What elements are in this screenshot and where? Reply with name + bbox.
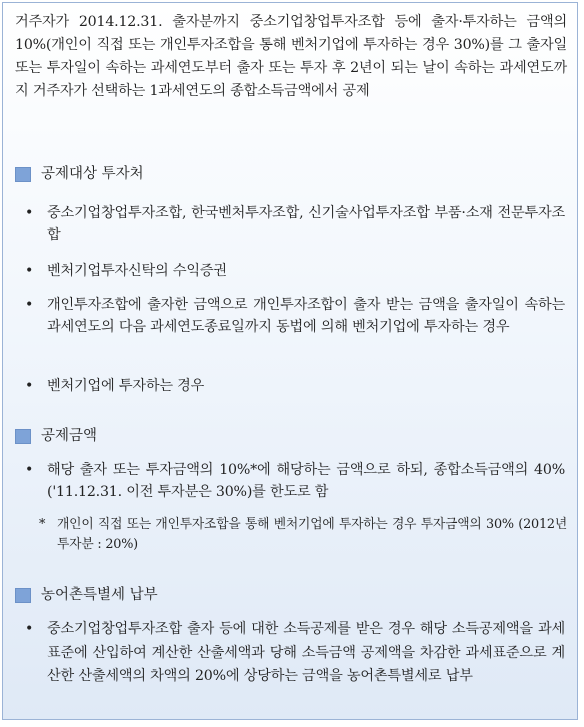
bullet-icon: • [25, 462, 34, 478]
list-item: • 벤처기업에 투자하는 경우 [25, 375, 565, 397]
bullet-icon: • [25, 297, 34, 313]
section-title: 농어촌특별세 납부 [41, 587, 158, 603]
content-panel [2, 2, 578, 720]
list-item: • 벤처기업투자신탁의 수익증권 [25, 260, 565, 282]
square-bullet-icon [15, 429, 31, 444]
section-title: 공제금액 [41, 428, 98, 444]
section-heading-deduction-amount [15, 426, 97, 446]
bullet-icon: • [25, 621, 34, 637]
list-item: • 중소기업창업투자조합, 한국벤처투자조합, 신기술사업투자조합 부품·소재 전문투자조합 [25, 202, 565, 246]
intro-paragraph: 거주자가 2014.12.31. 출자분까지 중소기업창업투자조합 등에 출자·투자하는 금액의 10%(개인이 직접 또는 개인투자조합을 통해 벤처기업에 투자하는 경우 30%)를 그 출자일 또는 투자일이 속하는 과세연도부터 출자 또는 투자 후 2년이 되는 날이 속하는 과세연도까지 거주자가 선택하는 1과세연도의 종합소득금액에서 공제 [15, 14, 567, 99]
list-item: • 개인투자조합에 출자한 금액으로 개인투자조합이 출자 받는 금액을 출자일이 속하는 과세연도의 다음 과세연도종료일까지 동법에 의해 벤처기업에 투자하는 경우 [25, 294, 565, 338]
square-bullet-icon [15, 167, 31, 182]
bullet-icon: • [25, 263, 34, 279]
bullet-icon: • [25, 378, 34, 394]
list-item: • 해당 출자 또는 투자금액의 10%*에 해당하는 금액으로 하되, 종합소득금액의 40% ('11.12.31. 이전 투자분은 30%)를 한도로 함 [25, 459, 565, 503]
section-heading-investment-targets [15, 164, 144, 184]
footnote: * 개인이 직접 또는 개인투자조합을 통해 벤처기업에 투자하는 경우 투자금액의 30% (2012년 투자분 : 20%) [39, 517, 567, 552]
section-heading-rural-special-tax [15, 585, 158, 605]
bullet-icon: • [25, 205, 34, 221]
asterisk-icon: * [39, 517, 46, 532]
list-item: • 중소기업창업투자조합 출자 등에 대한 소득공제를 받은 경우 해당 소득공제액을 과세표준에 산입하여 계산한 산출세액과 당해 소득금액 공제액을 차감한 과세표준으로 계산한 산출세액의 차액의 20%에 상당하는 금액을 농어촌특별세로 납부 [25, 618, 565, 689]
section-title: 공제대상 투자처 [41, 166, 144, 182]
square-bullet-icon [15, 588, 31, 603]
